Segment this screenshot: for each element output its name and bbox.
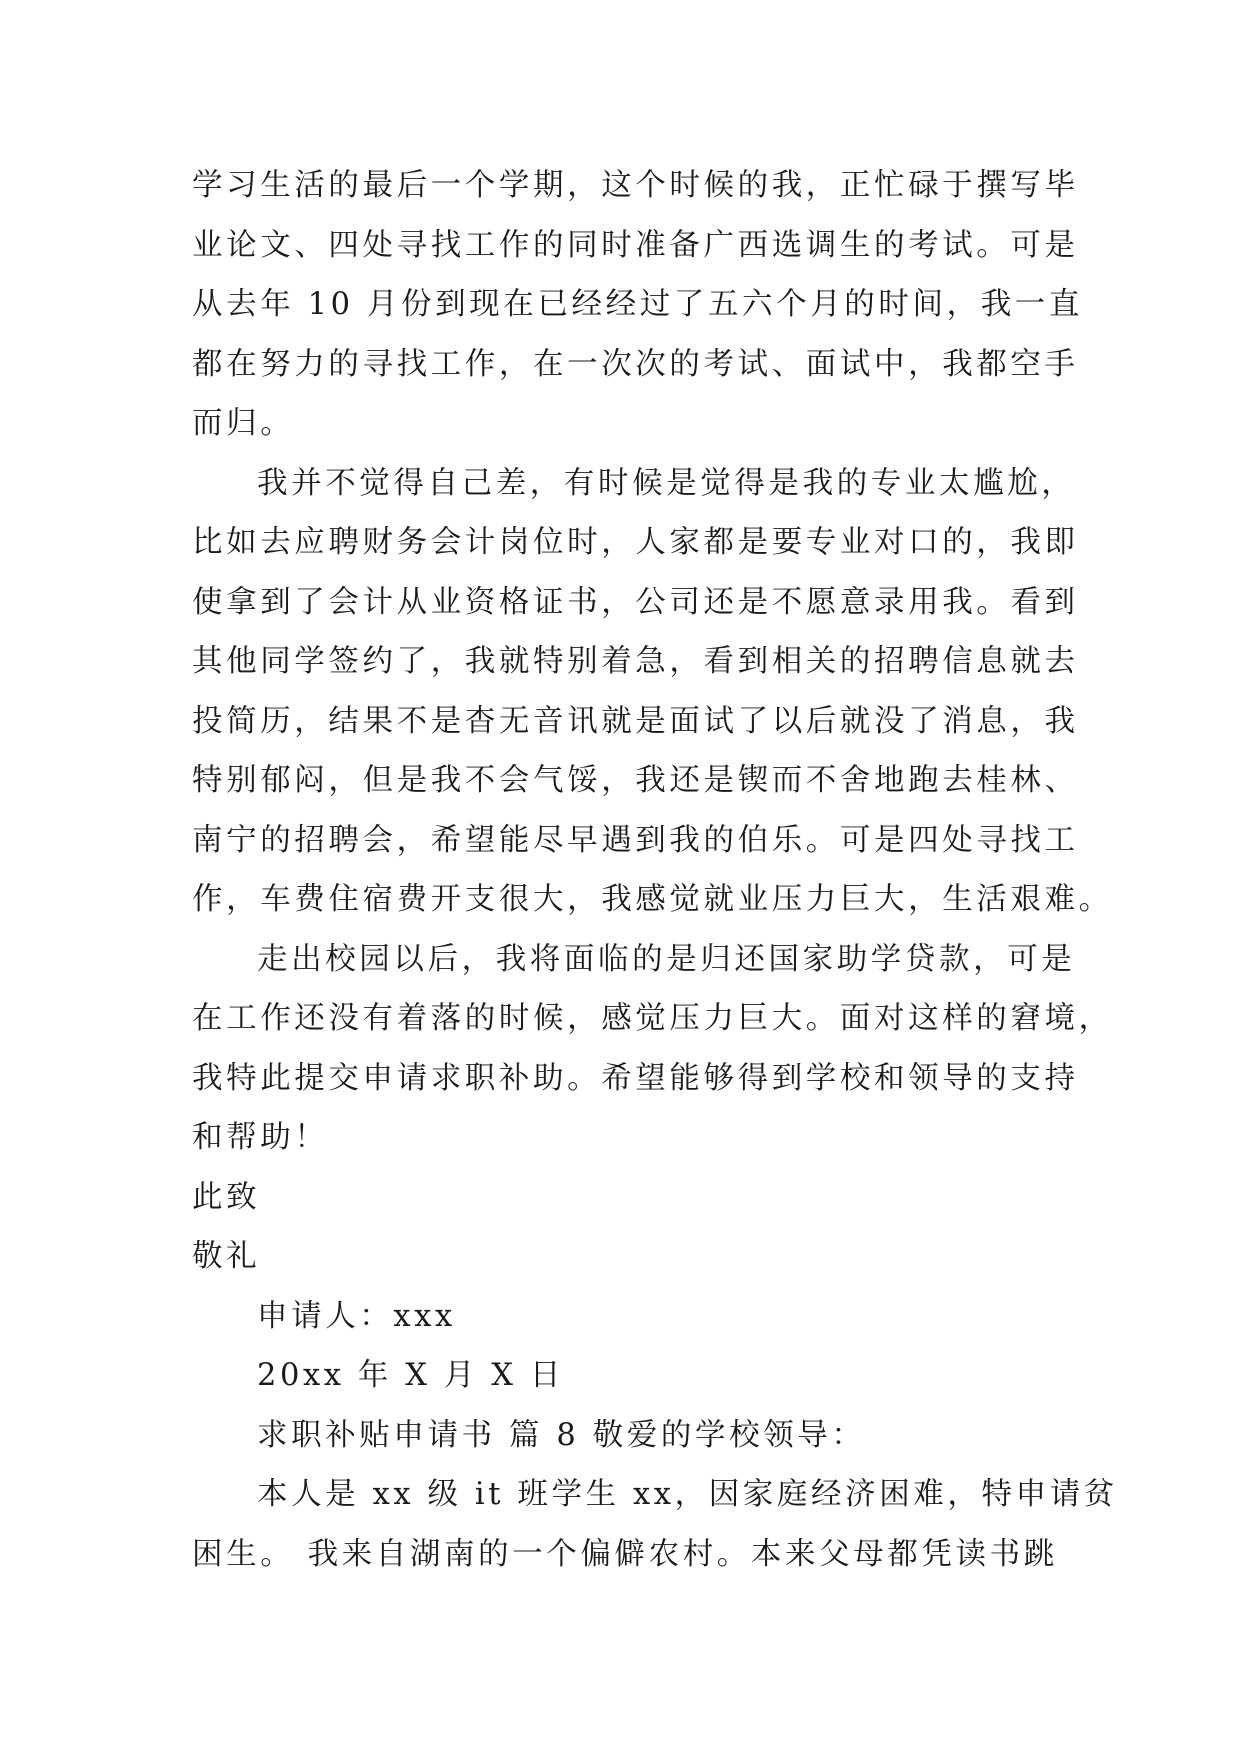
applicant-signature: 申请人：xxx	[257, 1298, 456, 1334]
paragraph-2	[192, 454, 1113, 930]
closing-line-1: 此致	[192, 1179, 261, 1215]
closing-line-2: 敬礼	[192, 1239, 261, 1274]
paragraph-3	[192, 930, 1113, 1168]
paragraph-2-line: 南宁的招聘会，希望能尽早遇到我的伯乐。可是四处寻找工	[192, 822, 1079, 858]
next-section-paragraph	[192, 1465, 1118, 1584]
paragraph-1-line: 而归。	[192, 406, 295, 441]
paragraph-1-line: 学习生活的最后一个学期，这个时候的我，正忙碌于撰写毕	[192, 168, 1079, 203]
paragraph-2-line: 我并不觉得自己差，有时候是觉得是我的专业太尴尬，	[257, 465, 1076, 501]
paragraph-2-line: 作，车费住宿费开支很大，我感觉就业压力巨大，生活艰难。	[192, 882, 1113, 917]
paragraph-3-line: 走出校园以后，我将面临的是归还国家助学贷款，可是	[257, 941, 1076, 977]
next-section-line: 本人是 xx 级 it 班学生 xx，因家庭经济困难，特申请贫	[257, 1477, 1118, 1512]
paragraph-1-line: 业论文、四处寻找工作的同时准备广西选调生的考试。可是	[192, 227, 1079, 263]
paragraph-1	[192, 156, 1083, 454]
paragraph-2-line: 投简历，结果不是杳无音讯就是面试了以后就没了消息，我	[192, 703, 1079, 739]
paragraph-3-line: 我特此提交申请求职补助。希望能够得到学校和领导的支持	[192, 1060, 1079, 1096]
paragraph-2-line: 特别郁闷，但是我不会气馁，我还是锲而不舍地跑去桂林、	[192, 763, 1079, 798]
section-heading: 求职补贴申请书 篇 8 敬爱的学校领导：	[257, 1417, 866, 1453]
paragraph-1-line: 都在努力的寻找工作，在一次次的考试、面试中，我都空手	[192, 346, 1079, 382]
paragraph-3-line: 和帮助！	[192, 1120, 329, 1155]
paragraph-1-line: 从去年 10 月份到现在已经经过了五六个月的时间，我一直	[192, 287, 1083, 322]
next-section-line: 困生。 我来自湖南的一个偏僻农村。本来父母都凭读书跳	[192, 1536, 1058, 1572]
document-body	[192, 156, 1118, 1584]
paragraph-2-line: 使拿到了会计从业资格证书，公司还是不愿意录用我。看到	[192, 584, 1079, 620]
paragraph-2-line: 其他同学签约了，我就特别着急，看到相关的招聘信息就去	[192, 644, 1079, 679]
paragraph-2-line: 比如去应聘财务会计岗位时，人家都是要专业对口的，我即	[192, 525, 1079, 560]
signature-date: 20xx 年 X 月 X 日	[257, 1358, 565, 1393]
paragraph-3-line: 在工作还没有着落的时候，感觉压力巨大。面对这样的窘境，	[192, 1001, 1113, 1036]
